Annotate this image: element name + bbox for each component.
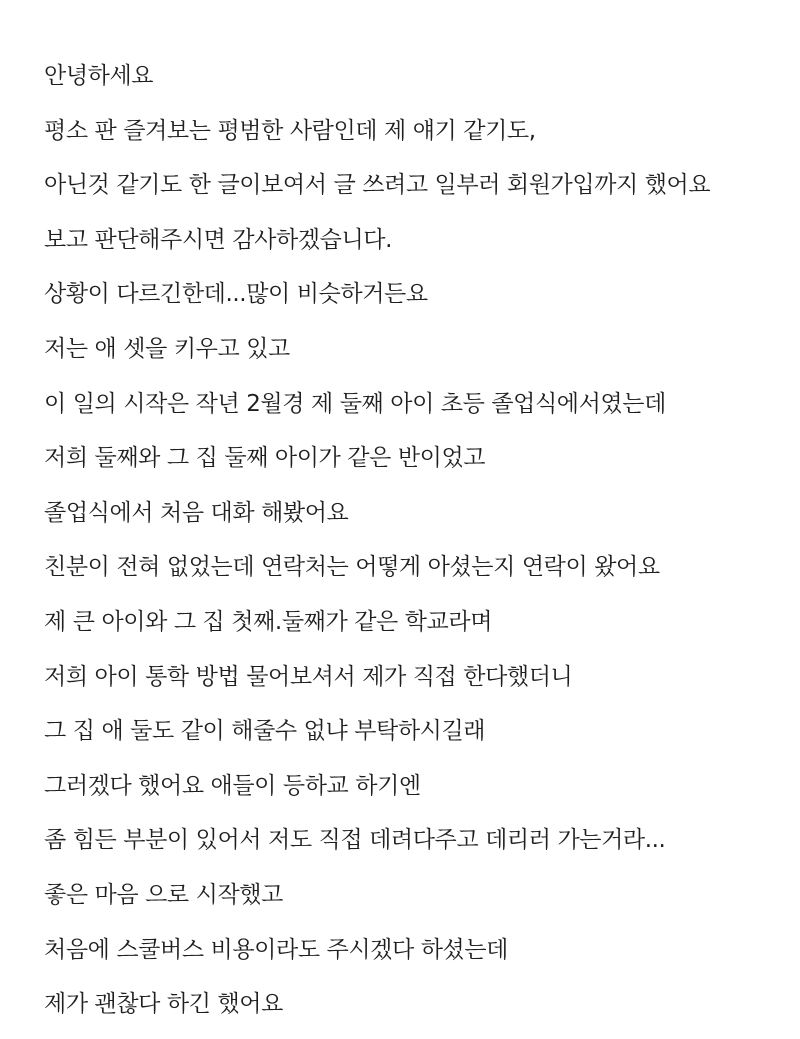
post-line: 안녕하세요 xyxy=(44,63,154,89)
post-line: 아닌것 같기도 한 글이보여서 글 쓰려고 일부러 회원가입까지 했어요 xyxy=(44,172,711,199)
post-line: 그 집 애 둘도 같이 해줄수 없냐 부탁하시길래 xyxy=(44,718,486,745)
post-line: 좀 힘든 부분이 있어서 저도 직접 데려다주고 데리러 가는거라... xyxy=(44,827,666,854)
post-line: 제가 괜찮다 하긴 했어요 xyxy=(44,991,283,1018)
post-line: 졸업식에서 처음 대화 해봤어요 xyxy=(44,499,349,526)
post-line: 저는 애 셋을 키우고 있고 xyxy=(44,335,290,362)
post-line: 보고 판단해주시면 감사하겠습니다. xyxy=(44,226,393,253)
post-line: 좋은 마음 으로 시작했고 xyxy=(44,881,283,908)
post-line: 그러겠다 했어요 애들이 등하교 하기엔 xyxy=(44,772,421,799)
post-line: 친분이 전혀 없었는데 연락처는 어떻게 아셨는지 연락이 왔어요 xyxy=(44,554,660,581)
post-line: 저희 둘째와 그 집 둘째 아이가 같은 반이었고 xyxy=(44,445,486,472)
post-line: 이 일의 시작은 작년 2월경 제 둘째 아이 초등 졸업식에서였는데 xyxy=(44,390,666,417)
post-line: 저희 아이 통학 방법 물어보셔서 제가 직접 한다했더니 xyxy=(44,663,573,690)
post-line: 상황이 다르긴한데...많이 비슷하거든요 xyxy=(44,281,428,308)
post-line: 평소 판 즐겨보는 평범한 사람인데 제 얘기 같기도, xyxy=(44,117,536,144)
post-line: 제 큰 아이와 그 집 첫째.둘째가 같은 학교라며 xyxy=(44,608,493,635)
post-line: 처음에 스쿨버스 비용이라도 주시겠다 하셨는데 xyxy=(44,936,509,963)
post-body xyxy=(44,56,784,1039)
